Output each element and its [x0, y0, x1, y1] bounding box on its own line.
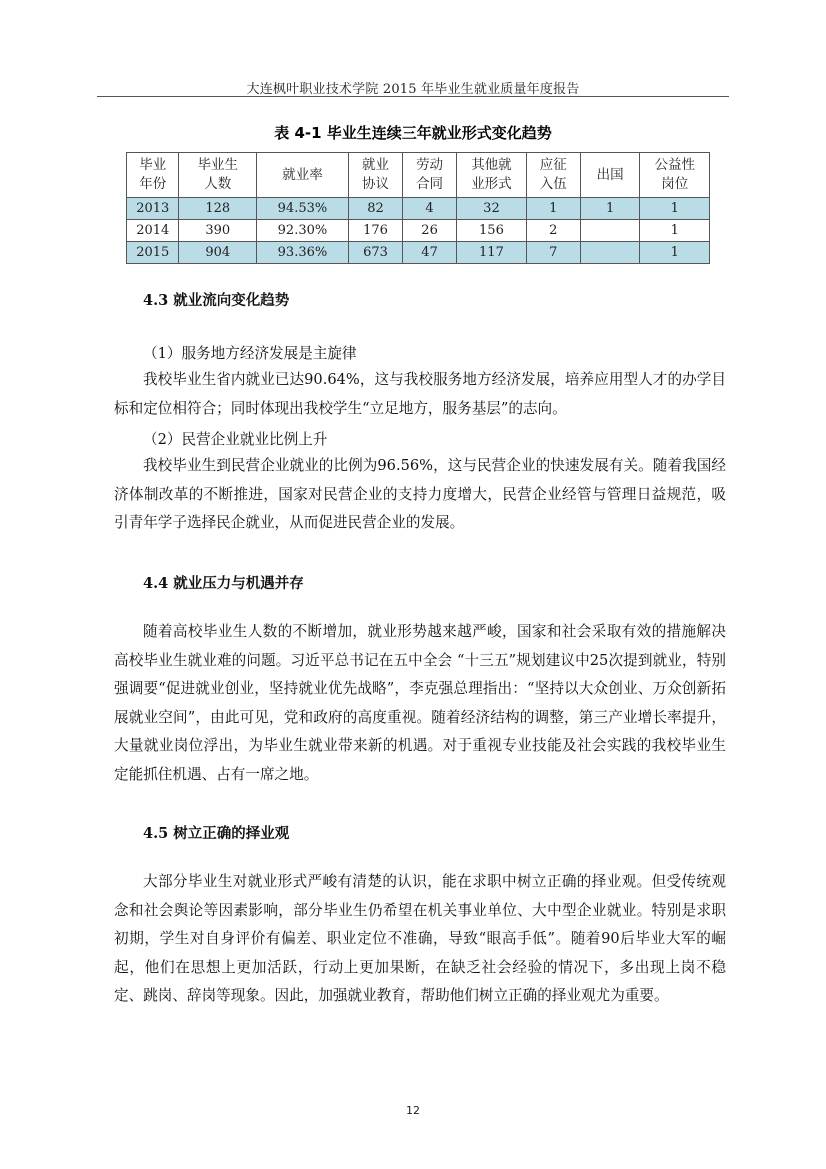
table-cell: 2013: [127, 198, 179, 220]
column-header-line: 公益性: [654, 157, 695, 173]
running-header: 大连枫叶职业技术学院 2015 年毕业生就业质量年度报告: [246, 82, 580, 97]
column-header-line: 其他就: [471, 157, 512, 173]
table-cell: 176: [348, 220, 402, 242]
table-cell: 93.36%: [257, 242, 349, 264]
table-row: [127, 220, 710, 242]
table-cell: 1: [640, 242, 710, 264]
section-heading-4-3: 4.3 就业流向变化趋势: [143, 292, 290, 309]
table-cell: 128: [179, 198, 257, 220]
table-cell: 1: [580, 198, 640, 220]
paragraph-private-enterprise: 我校毕业生到民营企业就业的比例为96.56%，这与民营企业的快速发展有关。随着我国经济体制改革的不断推进，国家对民营企业的支持力度增大，民营企业经管与管理日益规范，吸引青年学子选择民企就业，从而促进民营企业的发展。: [114, 457, 726, 531]
column-header-line: 业形式: [471, 176, 512, 192]
table-cell: 4: [403, 198, 457, 220]
column-header-line: 人数: [204, 176, 232, 192]
column-header-line: 就业: [361, 157, 389, 173]
paragraph-pressure-opportunity: 随着高校毕业生人数的不断增加，就业形势越来越严峻，国家和社会采取有效的措施解决高校毕业生就业难的问题。习近平总书记在五中全会 “十三五”规划建议中25次提到就业，特别强调要“促进就业创业，坚持就业优先战略”，李克强总理指出：“坚持以大众创业、万众创新拓展就业空间”，由此可见，党和政府的高度重视。随着经济结构的调整，第三产业增长率提升，大量就业岗位浮出，为毕业生就业带来新的机遇。对于重视专业技能及社会实践的我校毕业生定能抓住机遇、占有一席之地。: [114, 623, 726, 783]
table-cell: 156: [457, 220, 527, 242]
table-cell: 92.30%: [257, 220, 349, 242]
column-header-line: 应征: [539, 157, 567, 173]
subheading-private-enterprise: （2）民营企业就业比例上升: [143, 431, 328, 448]
column-header: [457, 153, 527, 198]
page-number: 12: [406, 1104, 420, 1117]
table-cell: 117: [457, 242, 527, 264]
table-cell: [580, 220, 640, 242]
column-header-line: 毕业: [139, 157, 167, 173]
table-cell: 7: [526, 242, 580, 264]
column-header: [257, 153, 349, 198]
table-cell: 390: [179, 220, 257, 242]
paragraph-career-view: 大部分毕业生对就业形式严峻有清楚的认识，能在求职中树立正确的择业观。但受传统观念和社会舆论等因素影响，部分毕业生仍希望在机关事业单位、大中型企业就业。特别是求职初期，学生对自身评价有偏差、职业定位不准确，导致“眼高手低”。随着90后毕业大军的崛起，他们在思想上更加活跃，行动上更加果断，在缺乏社会经验的情况下，多出现上岗不稳定、跳岗、辞岗等现象。因此，加强就业教育，帮助他们树立正确的择业观尤为重要。: [114, 873, 726, 1004]
table-cell: [580, 242, 640, 264]
column-header: [580, 153, 640, 198]
table-row: [127, 198, 710, 220]
column-header: [127, 153, 179, 198]
paragraph-local-employment: 我校毕业生省内就业已达90.64%，这与我校服务地方经济发展，培养应用型人才的办学目标和定位相符合；同时体现出我校学生“立足地方，服务基层”的志向。: [114, 371, 726, 417]
table-cell: 94.53%: [257, 198, 349, 220]
column-header: [179, 153, 257, 198]
column-header-line: 毕业生: [197, 157, 238, 173]
column-header: [348, 153, 402, 198]
table-cell: 904: [179, 242, 257, 264]
table-cell: 47: [403, 242, 457, 264]
table-cell: 82: [348, 198, 402, 220]
column-header: [403, 153, 457, 198]
table-cell: 673: [348, 242, 402, 264]
table-cell: 2014: [127, 220, 179, 242]
section-heading-4-4: 4.4 就业压力与机遇并存: [143, 575, 304, 592]
column-header-line: 年份: [139, 176, 167, 192]
table-caption: 表 4-1 毕业生连续三年就业形式变化趋势: [274, 124, 552, 142]
column-header: [526, 153, 580, 198]
table-header-row: [127, 153, 710, 198]
header-divider: [97, 96, 729, 97]
column-header-line: 就业率: [282, 166, 323, 183]
column-header-line: 劳动: [416, 157, 444, 173]
table-cell: 2: [526, 220, 580, 242]
column-header-line: 岗位: [661, 176, 689, 192]
section-heading-4-5: 4.5 树立正确的择业观: [143, 825, 290, 842]
table-cell: 32: [457, 198, 527, 220]
table-cell: 2015: [127, 242, 179, 264]
column-header-line: 出国: [596, 166, 624, 183]
table-row: [127, 242, 710, 264]
column-header: [640, 153, 710, 198]
employment-form-table: [126, 152, 710, 264]
table-cell: 26: [403, 220, 457, 242]
table-cell: 1: [640, 220, 710, 242]
column-header-line: 入伍: [539, 176, 567, 192]
table-cell: 1: [526, 198, 580, 220]
table-body: [127, 198, 710, 264]
table-cell: 1: [640, 198, 710, 220]
subheading-local-economy: （1）服务地方经济发展是主旋律: [143, 345, 357, 362]
column-header-line: 合同: [416, 176, 444, 192]
column-header-line: 协议: [361, 176, 389, 192]
